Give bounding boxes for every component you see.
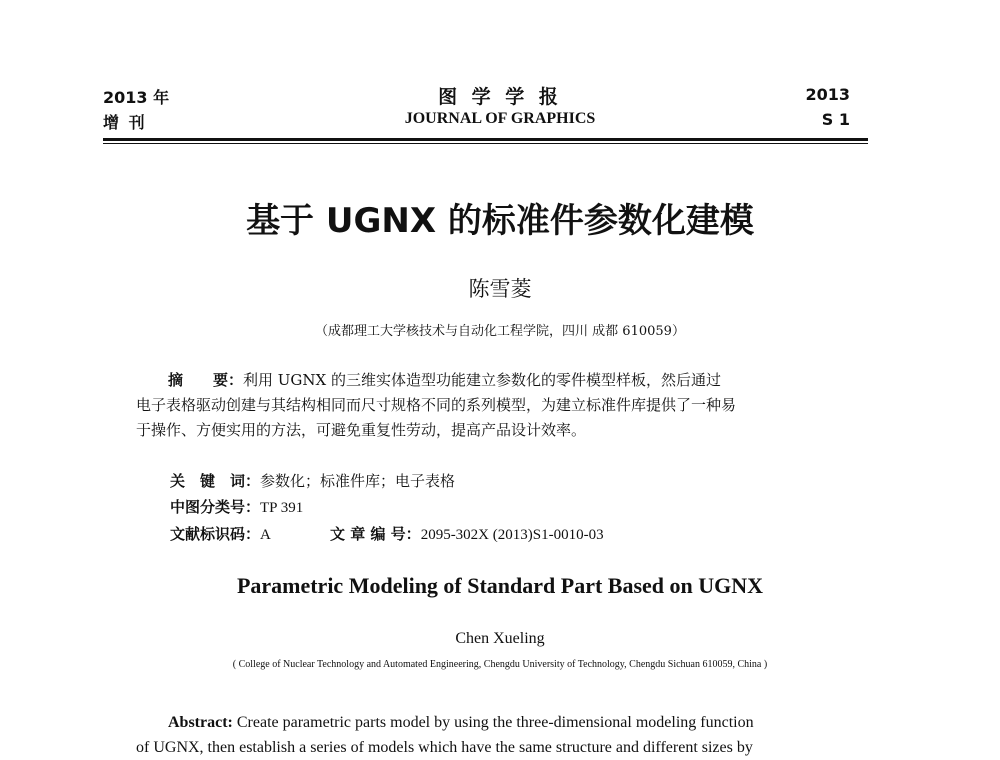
abstract-en-line-2: of UGNX, then establish a series of models which have the same structure and different sizes by: [136, 739, 753, 756]
header-rule-thin: [103, 143, 868, 144]
doc-code: A: [260, 527, 271, 543]
header-rule-thick: [103, 138, 868, 141]
header-issue-cn: 增 刊: [103, 113, 147, 132]
abstract-en-line-1: Abstract: Create parametric parts model by using the three-dimensional modeling function: [168, 714, 754, 731]
abstract-cn-line-1: 摘 要：利用 UGNX 的三维实体造型功能建立参数化的零件模型样板，然后通过: [168, 371, 721, 389]
clc-number: TP 391: [260, 500, 304, 516]
keywords: 参数化；标准件库；电子表格: [260, 472, 456, 490]
journal-title-cn: 图 学 学 报: [438, 86, 562, 108]
doc-code-row: 文献标识码：A 文 章 编 号：2095-302X (2013)S1-0010-03: [170, 521, 604, 548]
header-issue: S 1: [821, 110, 850, 129]
author-en: Chen Xueling: [455, 630, 545, 647]
header-year-cn: 2013 年: [103, 88, 170, 107]
journal-title-en: JOURNAL OF GRAPHICS: [404, 110, 596, 127]
abstract-en-label: Abstract:: [168, 714, 233, 731]
metadata-block: [170, 468, 604, 548]
paper-title-en: Parametric Modeling of Standard Part Based on UGNX: [236, 573, 764, 598]
affiliation-en: ( College of Nuclear Technology and Automated Engineering, Chengdu University of Technology, Chengdu Sichuan 610059, China ): [232, 659, 768, 670]
abstract-cn: [136, 368, 836, 443]
abstract-en: [136, 710, 836, 760]
abstract-cn-line-3: 于操作、方便实用的方法，可避免重复性劳动，提高产品设计效率。: [136, 421, 587, 439]
abstract-cn-label: 摘 要：: [168, 371, 244, 389]
author-cn: 陈雪菱: [468, 277, 532, 301]
keywords-row: 关 键 词：参数化；标准件库；电子表格: [170, 472, 456, 490]
abstract-cn-line-2: 电子表格驱动创建与其结构相同而尺寸规格不同的系列模型，为建立标准件库提供了一种易: [136, 396, 737, 414]
affiliation-cn: （成都理工大学核技术与自动化工程学院，四川 成都 610059）: [315, 324, 685, 339]
header-year: 2013: [805, 85, 850, 104]
clc-row: 中图分类号：TP 391: [170, 498, 304, 516]
article-number: 2095-302X (2013)S1-0010-03: [420, 527, 604, 543]
paper-title-cn: 基于 UGNX 的标准件参数化建模: [246, 201, 754, 241]
